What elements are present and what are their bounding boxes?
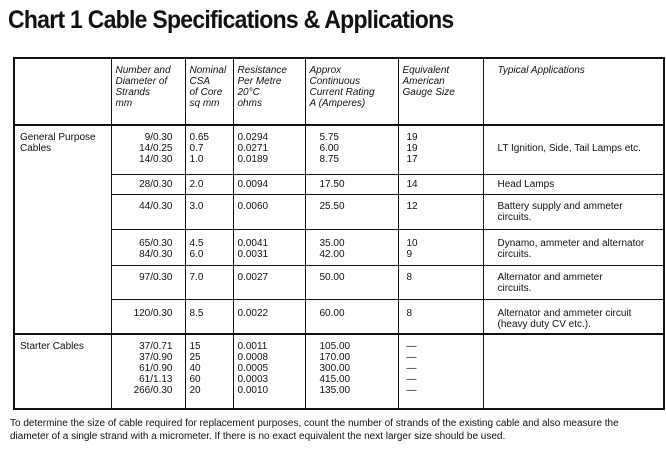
cell-gauge: 8: [398, 265, 483, 299]
cell-application: Alternator and ammeter circuit (heavy duty CV etc.).: [483, 299, 664, 334]
cable-spec-table: [13, 57, 665, 410]
cell-resistance: 0.0294 0.0271 0.0189: [233, 125, 305, 174]
cell-application: Dynamo, ammeter and alternator circuits.: [483, 229, 664, 265]
cell-gauge: 12: [398, 194, 483, 229]
group-label-general: General Purpose Cables: [14, 125, 111, 334]
header-row: [14, 58, 664, 125]
header-csa: Nominal CSA of Core sq mm: [185, 58, 233, 125]
cell-current: 50.00: [305, 265, 398, 299]
page-title: Chart 1 Cable Specifications & Applications: [8, 6, 454, 34]
cell-strands: 120/0.30: [111, 299, 185, 334]
cell-csa: 7.0: [185, 265, 233, 299]
header-applications: Typical Applications: [483, 58, 664, 125]
cell-strands: 37/0.71 37/0.90 61/0.90 61/1.13 266/0.30: [111, 334, 185, 409]
cell-gauge: 10 9: [398, 229, 483, 265]
header-strands: Number and Diameter of Strands mm: [111, 58, 185, 125]
cell-application: Alternator and ammeter circuits.: [483, 265, 664, 299]
cell-strands: 65/0.30 84/0.30: [111, 229, 185, 265]
cell-strands: 28/0.30: [111, 174, 185, 194]
cell-application: Battery supply and ammeter circuits.: [483, 194, 664, 229]
cell-csa: 0.65 0.7 1.0: [185, 125, 233, 174]
table-row: [14, 174, 664, 194]
cell-application: LT Ignition, Side, Tail Lamps etc.: [483, 125, 664, 174]
cell-application: Head Lamps: [483, 174, 664, 194]
cell-resistance: 0.0011 0.0008 0.0005 0.0003 0.0010: [233, 334, 305, 409]
table-row: [14, 125, 664, 174]
cell-strands: 9/0.30 14/0.25 14/0.30: [111, 125, 185, 174]
cell-current: 105.00 170.00 300.00 415.00 135.00: [305, 334, 398, 409]
cell-current: 25.50: [305, 194, 398, 229]
cell-current: 60.00: [305, 299, 398, 334]
group-label-starter: Starter Cables: [14, 334, 111, 409]
table-row: [14, 265, 664, 299]
cell-csa: 4.5 6.0: [185, 229, 233, 265]
cell-gauge: 8: [398, 299, 483, 334]
table-row: [14, 229, 664, 265]
cell-resistance: 0.0041 0.0031: [233, 229, 305, 265]
cell-csa: 8.5: [185, 299, 233, 334]
footnote: To determine the size of cable required for replacement purposes, count the number of strands of the existing cable and also measure the diameter of a single strand with a micrometer. If there is no exact equivalent the next larger size should be used.: [10, 418, 619, 442]
header-resistance: Resistance Per Metre 20°C ohms: [233, 58, 305, 125]
cell-application: [483, 334, 664, 409]
cell-gauge: — — — — —: [398, 334, 483, 409]
cell-strands: 44/0.30: [111, 194, 185, 229]
header-current: Approx Continuous Current Rating A (Amperes): [305, 58, 398, 125]
header-gauge: Equivalent American Gauge Size: [398, 58, 483, 125]
cell-csa: 2.0: [185, 174, 233, 194]
cell-gauge: 19 19 17: [398, 125, 483, 174]
table-row: [14, 299, 664, 334]
cell-resistance: 0.0060: [233, 194, 305, 229]
cell-gauge: 14: [398, 174, 483, 194]
cell-csa: 3.0: [185, 194, 233, 229]
cell-resistance: 0.0094: [233, 174, 305, 194]
cell-resistance: 0.0027: [233, 265, 305, 299]
table-row: [14, 194, 664, 229]
cell-current: 17.50: [305, 174, 398, 194]
cell-strands: 97/0.30: [111, 265, 185, 299]
cell-current: 35.00 42.00: [305, 229, 398, 265]
header-group: [14, 58, 111, 125]
cell-current: 5.75 6.00 8.75: [305, 125, 398, 174]
cell-resistance: 0.0022: [233, 299, 305, 334]
table-row: [14, 334, 664, 409]
cell-csa: 15 25 40 60 20: [185, 334, 233, 409]
